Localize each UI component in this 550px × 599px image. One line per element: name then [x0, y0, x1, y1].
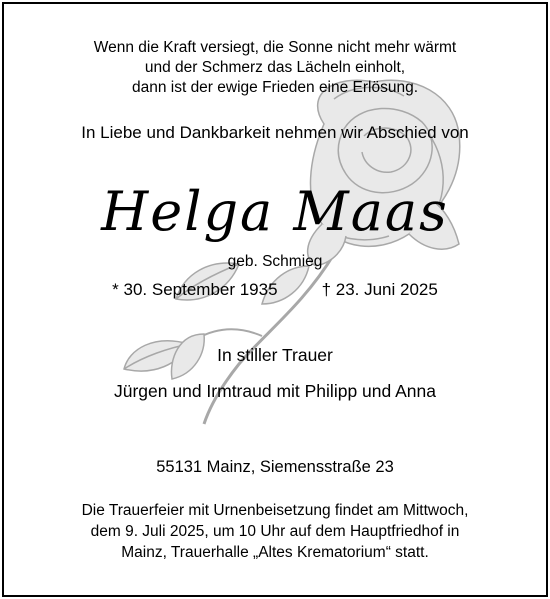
poem-line-1: Wenn die Kraft versiegt, die Sonne nicht mehr wärmt	[93, 39, 457, 56]
life-dates	[4, 280, 546, 300]
funeral-info-line-1: Die Trauerfeier mit Urnenbeisetzung findet am Mittwoch,	[81, 502, 469, 519]
funeral-info-line-2: dem 9. Juli 2025, um 10 Uhr auf dem Hauptfriedhof in	[90, 523, 460, 540]
birth-date: * 30. September 1935	[112, 280, 278, 299]
intro-text: In Liebe und Dankbarkeit nehmen wir Abschied von	[81, 123, 469, 142]
address: 55131 Mainz, Siemensstraße 23	[156, 458, 394, 476]
deceased-name: Helga Maas	[101, 180, 449, 243]
mourning-heading: In stiller Trauer	[217, 345, 333, 365]
obituary-notice	[2, 2, 548, 597]
poem-line-3: dann ist der ewige Frieden eine Erlösung.	[131, 79, 419, 96]
death-date: † 23. Juni 2025	[321, 280, 438, 299]
funeral-info-line-3: Mainz, Trauerhalle „Altes Krematorium“ statt.	[121, 544, 429, 561]
maiden-name: geb. Schmieg	[227, 253, 323, 270]
mourning-family: Jürgen und Irmtraud mit Philipp und Anna	[114, 381, 436, 401]
poem-line-2: und der Schmerz das Lächeln einholt,	[144, 59, 406, 76]
